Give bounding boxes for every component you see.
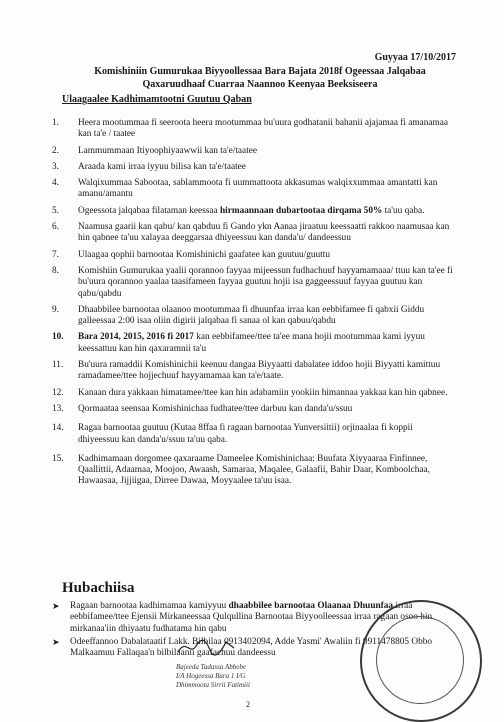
signature-line-3: Dhimmoota Sirrii Fatimiii <box>176 681 250 689</box>
heading-line-1: Komishiniin Gumurukaa Biyyoollessaa Bara Bajata 2018f Ogeessaa Jalqabaa <box>94 66 426 77</box>
item-text: Ulaagaa qophii barnootaa Komishinichi gaafatee kan guutuu/guuttu <box>78 249 330 260</box>
item-text: Qormaataa seensaa Komishinichaa fudhatee/ttee darbuu kan danda'u/ssuu <box>78 403 353 414</box>
list-item <box>52 146 456 157</box>
item-number: 11. <box>52 360 64 371</box>
handwritten-signature-icon <box>176 636 236 658</box>
item-number: 9. <box>52 304 59 315</box>
list-item <box>52 222 456 245</box>
document-date: Guyyaa 17/10/2017 <box>374 52 456 63</box>
item-bold-text: Bara 2014, 2015, 2016 fi 2017 <box>78 332 194 343</box>
item-number: 15. <box>52 453 64 464</box>
item-number: 8. <box>52 265 59 276</box>
signature-line-2: I/A Hogeessa Bara 1 I/G <box>176 672 246 680</box>
list-item <box>52 305 456 328</box>
official-seal-stamp <box>360 600 482 722</box>
list-item <box>52 250 456 261</box>
item-text: Dhaabbilee barnootaa olaanoo mootummaa fi dhuunfaa irraa kan eebbifamee fi qabxii Giddu galleessaa 2:00 isaa oliin digirii jalqabaa fi sanaa ol kan qabuu/qabdu <box>78 304 425 327</box>
item-text: Naamusa gaarii kan qabu/ kan qabduu fi Gando ykn Aanaa jiraatuu keessaatti rakkoo naamusaa kan hin qabnee ta'uu xalayaa deeggarsaa dhiyeessuu kan danda'u/ dandeessuu <box>78 222 450 244</box>
arrow-bullet-icon: ➤ <box>52 636 60 647</box>
list-item <box>52 454 456 488</box>
arrow-bullet-icon: ➤ <box>52 601 60 611</box>
list-item <box>52 206 456 217</box>
item-text: Araada kami irraa iyyuu bilisa kan ta'e/taatee <box>78 161 246 172</box>
item-number: 12. <box>52 387 64 398</box>
list-item <box>52 404 456 415</box>
list-item <box>52 423 456 446</box>
item-number: 6. <box>52 222 59 233</box>
item-text: Kanaan dura yakkaan himatamee/ttee kan hin adabamiin yookiin himannaa yakkaa kan hin qabnee. <box>78 387 448 398</box>
note-text: Odeeffannoo Dabalataatif Lakk. Bilbilaa 0913402094, Adde Yasmi' Awaliin fi 0911478805 Obbo Malkaamuu Fallaqaa'n bilbilaanii gaafachuu dandeessu <box>70 636 433 659</box>
item-number: 4. <box>52 178 59 189</box>
list-item <box>52 162 456 173</box>
signature-line-1: Bajeeda Tadassa Abbebe <box>176 663 246 671</box>
hubachiisa-title: Hubachiisa <box>62 580 135 596</box>
list-item <box>52 178 456 201</box>
document-heading <box>60 66 460 91</box>
item-text-continued: ta'uu qaba. <box>382 205 425 216</box>
list-item <box>52 118 456 141</box>
item-text: Komishiin Gumurukaa yaalii qorannoo fayyaa mijeessun fudhachuuf hayyamamaaa/ ttuu kan ta'ee fi bu'uura qorannoo yaalaa taasifameen fayyaa guutuu hojii isa gaggeessuuf fayyaa guutuu kan qabu/qabdu <box>78 265 453 299</box>
list-item <box>52 360 456 383</box>
item-text: Bu'uura ramaddii Komishinichii keenuu dangaa Biyyaatti dabalatee iddoo hojii Biyyatti kamittuu ramadamee/ttee hojjechuuf hayyamamaa kan ta'e/taate. <box>78 360 441 382</box>
item-text: Heera mootummaa fi seeroota heera mootummaa bu'uura godhatanii bahanii ajajamaa fi amanamaa kan ta'e / taatee <box>78 118 449 140</box>
item-text: Walqixummaa Sabootaa, sablammoota fi uummattoota akkasumas walqixxummaa amantatti kan amanu/amantu <box>78 178 438 200</box>
page-number: 2 <box>246 700 250 709</box>
item-text: Ragaa barnootaa guutuu (Kutaa 8ffaa fi ragaan barnootaa Yunversiitii) orjinaalaa fi koppii dhiyeessuu kan danda'u/ssuu ta'uu qaba. <box>78 423 413 445</box>
item-number: 10. <box>52 332 64 343</box>
requirements-subtitle: Ulaagaalee Kadhimamtootni Guutuu Qaban <box>62 94 252 105</box>
item-number: 14. <box>52 423 64 434</box>
item-number: 2. <box>52 145 59 156</box>
item-bold-text: hirmaannaan dubartootaa dirqama 50% <box>219 205 383 216</box>
item-text: Kadhimamaan dorgomee qaxaraame Dameelee Komishinichaa: Buufata Xiyyaaraa Finfinnee, Qaallittii, Adaamaa, Moojoo, Awaash, Samaraa, Maqalee, Galaafii, Bahir Daar, Komboolchaa, Hawaasaa, Jijjiigaa, Dirree Dawaa, Moyyaalee ta'uu isaa. <box>78 453 430 487</box>
item-text: Ogeessota jalqabaa filataman keessaa <box>78 205 220 216</box>
list-item <box>52 332 456 355</box>
list-item <box>52 388 456 399</box>
seal-inner-ring <box>376 616 464 704</box>
item-number: 1. <box>52 118 59 128</box>
item-text: Lammummaan Itiyoophiyaawwii kan ta'e/taatee <box>78 145 258 156</box>
item-text-continued: kan eebbifamee/ttee ta'ee mana hojii mootummaa kami iyyuu keessattuu kan hin qaxaramnii ta'u <box>78 332 425 354</box>
item-number: 3. <box>52 161 59 172</box>
note-bold-text: dhaabbilee barnootaa Olaanaa Dhuunfaa <box>228 601 394 611</box>
heading-line-2: Qaxaruudhaaf Cuarraa Naannoo Keenyaa Beeksiseera <box>142 78 378 90</box>
note-text: Ragaan barnootaa kadhimamaa kamiyyuu <box>70 601 229 611</box>
item-number: 7. <box>52 249 59 260</box>
list-item <box>52 266 456 300</box>
signature-block <box>176 636 326 708</box>
requirements-list <box>52 118 456 493</box>
item-number: 5. <box>52 205 59 216</box>
item-number: 13. <box>52 403 64 414</box>
note-text-continued: irraa eebbifamee/ttee Ejensii Mirkaneessaa Qulqullina Barnootaa Biyyoolleessaa irraa ragaan osoo hin mirkanaa'iin dhiyaatu fudhatama hin qabu <box>70 601 433 634</box>
